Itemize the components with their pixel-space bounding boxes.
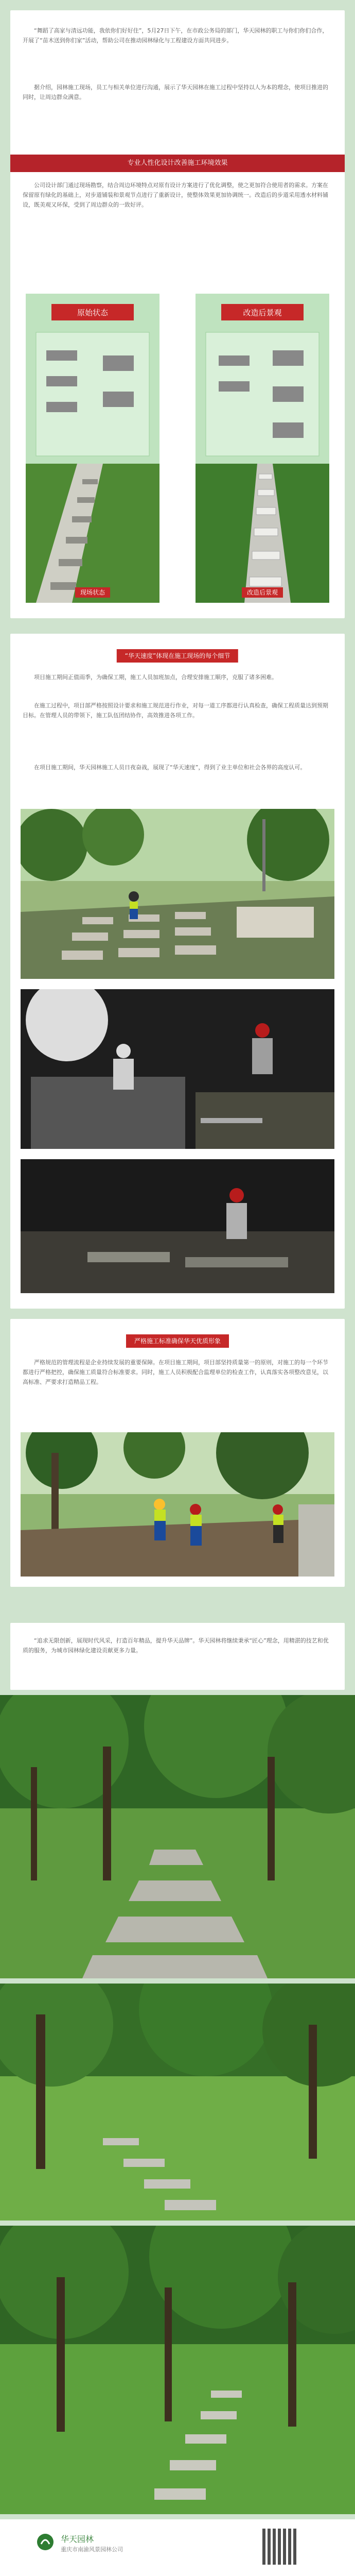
section-tag: 严格施工标准确保华天优质形象	[126, 1334, 229, 1348]
design-section	[10, 155, 345, 618]
speed-paragraph-3: 在项目施工期间，华天园林施工人员日夜奋战，展现了“华天速度”，得到了业主单位和社会各界的高度认可。	[34, 764, 306, 771]
plan-before-caption: 现场状态	[75, 587, 110, 598]
plan-after-caption: 改造后景观	[242, 587, 283, 598]
logo-icon	[36, 2533, 55, 2551]
intro-card	[10, 10, 345, 160]
quote-card	[10, 1623, 345, 1690]
plan-after-label: 改造后景观	[243, 308, 282, 317]
speed-section	[10, 634, 345, 1309]
section-tag: “华天速度”体现在施工现场的每个细节	[117, 649, 238, 663]
standards-paragraph: 严格规范的管理流程是企业持续发展的重要保障。在项目施工期间，项目部坚持质量第一的原则，对施工的每一个环节都进行严格把控，确保施工质量符合标准要求。同时，施工人员积极配合监理单位的检查工作，认真落实各项整改意见，以高标准、严要求打造精品工程。	[23, 1359, 328, 1385]
section-title: 专业人性化设计改善施工环境效果	[127, 159, 228, 167]
site-photo-3	[21, 1159, 334, 1293]
finished-photo-1	[0, 1695, 355, 1978]
plan-after-image	[196, 294, 329, 603]
speed-paragraph-2: 在施工过程中，项目部严格按照设计要求和施工规范进行作业，对每一道工序都进行认真检查，确保工程质量达到预期目标。在管理人员的带领下，施工队伍团结协作，高效推进各项工作。	[23, 702, 328, 719]
standards-section	[10, 1319, 345, 1587]
footer	[0, 2519, 355, 2576]
footer-subtitle: 重庆市南渝风景园林公司	[61, 2546, 123, 2553]
section-banner	[10, 155, 345, 172]
qr-code-icon	[262, 2529, 298, 2565]
finished-photo-2	[0, 1984, 355, 2221]
footer-brand: 华天园林	[61, 2534, 94, 2544]
intro-paragraph-1: “舞蹈了高家与清远功能，我依你们好好住”，5月27日下午，在市政公务局的部门，华天园林的职工与你们你们合作，开展了“苗木送到你们家”活动，帮助公司在推动园林绿化与工程建设方面共同进步。	[23, 27, 328, 44]
speed-paragraph-1: 项目施工期间正值雨季，为确保工期，施工人员加班加点，合理安排施工顺序，克服了诸多困难。	[34, 674, 277, 681]
plan-before-image	[26, 294, 159, 603]
design-paragraph: 公司设计部门通过现场勘察，结合周边环境特点对原有设计方案进行了优化调整，使之更加符合使用者的需求。方案在保留原有绿化的基础上，对步道铺装和景观节点进行了重新设计，使整体效果更加协调统一。改造后的步道采用透水材料铺设，既美观又环保，受到了周边群众的一致好评。	[23, 182, 328, 208]
intro-paragraph-2: 据介绍，园林施工现场，员工与相关单位进行沟通，展示了华天园林在施工过程中坚持以人为本的理念，使项目推进的同时，让周边群众满意。	[23, 84, 328, 100]
site-photo-2	[21, 989, 334, 1149]
site-photo-4	[21, 1432, 334, 1577]
finished-photo-3	[0, 2226, 355, 2514]
site-photo-1	[21, 809, 334, 979]
quote-text: “追求无限创新，展现时代风采，打造百年精品，提升华天品牌”。华天园林将继续秉承“匠心”理念，用精湛的技艺和优质的服务，为城市园林绿化建设贡献更多力量。	[23, 1637, 329, 1654]
plan-before-label: 原始状态	[77, 308, 109, 317]
